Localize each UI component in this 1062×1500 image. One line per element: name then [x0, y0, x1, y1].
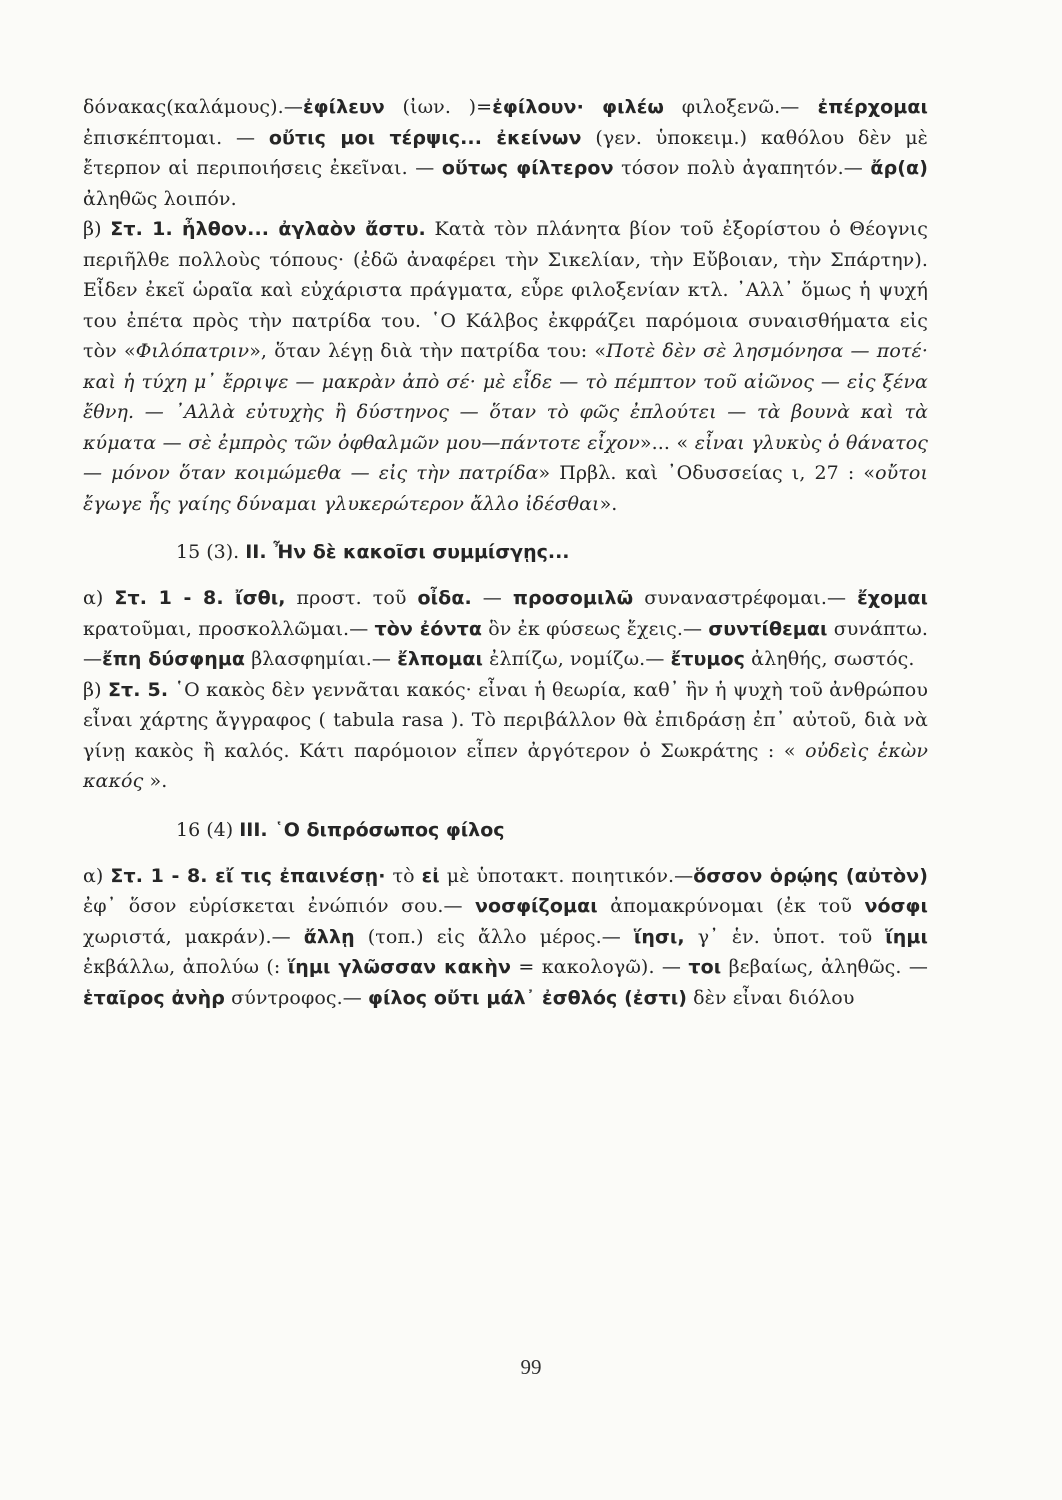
gloss-text: γ᾿ ἑν. ὑποτ. τοῦ — [684, 925, 886, 948]
gloss-text: προστ. τοῦ — [285, 587, 418, 609]
quotation: οὐδεὶς ἑκὼν κακός — [83, 739, 928, 792]
gloss-text: βλασφημίαι.— — [245, 648, 398, 670]
lemma-term: ἄρ(α) — [870, 157, 928, 179]
heading-title: II. Ἦν δὲ κακοῖσι συμμίσγῃς... — [245, 541, 570, 563]
gloss-text: συνάπτω.— — [83, 617, 928, 670]
gloss-text: β) — [83, 678, 108, 701]
gloss-text: μὲ ὑποτακτ. ποιητικόν.— — [439, 864, 694, 887]
gloss-text: α) — [83, 864, 111, 887]
paragraph — [83, 92, 928, 214]
gloss-text: τὸ — [385, 864, 422, 887]
heading-number: 15 (3). — [176, 541, 240, 563]
gloss-text: Κατὰ τὸν πλάνητα βίον τοῦ ἐξορίστου ὁ Θέογνις περιῆλθε πολλοὺς τόπους· (ἐδῶ ἀναφέρει τὴν Σικελίαν, τὴν Εὔβοιαν, τὴν Σπάρτην). Εἶδεν ἐκεῖ ὡραῖα καὶ εὐχάριστα πράγματα, εὗρε φιλοξενίαν κτλ. ᾿Αλλ᾿ ὅμως ἡ ψυχή του ἐπέτα πρὸς τὴν πατρίδα του. ῾Ο Κάλβος ἐκφράζει παρόμοια συναισθήματα εἰς τὸν « — [83, 218, 928, 362]
section-15-body — [83, 583, 928, 797]
section-heading-15 — [83, 537, 928, 567]
lemma-term: συντίθεμαι — [708, 617, 828, 640]
lemma-term: ἔχομαι — [857, 587, 928, 609]
lemma-term: τοι — [688, 956, 722, 978]
gloss-text: ». — [599, 492, 618, 515]
gloss-text: δόνακας(καλάμους).— — [83, 96, 303, 118]
page-number: 99 — [520, 1355, 542, 1379]
quotation: οὔτοι ἔγωγε ἧς γαίης δύναμαι γλυκερώτερον ἄλλο ἰδέσθαι — [83, 462, 928, 515]
lemma-term: ἑταῖρος ἀνὴρ — [83, 986, 226, 1009]
gloss-text: — — [471, 587, 513, 609]
lemma-term: ἵημι — [885, 925, 928, 948]
gloss-text: », ὅταν λέγῃ διὰ τὴν πατρίδα του: « — [249, 340, 607, 362]
gloss-text: ἐπισκέπτομαι. — — [83, 126, 269, 149]
gloss-text: »... « — [639, 431, 689, 454]
lemma-term: ἐφίλευν — [302, 96, 385, 118]
gloss-text: ἀληθῶς λοιπόν. — [83, 187, 237, 210]
gloss-text: β) — [83, 218, 111, 240]
gloss-text: ὃν ἐκ φύσεως ἔχεις.— — [481, 617, 709, 640]
paragraph — [83, 675, 928, 797]
lemma-term: ἔπη δύσφημα — [102, 648, 246, 670]
lemma-term: ἵημι γλῶσσαν κακὴν — [287, 956, 512, 978]
lemma-term: ἐπέρχομαι — [799, 96, 928, 118]
heading-title: III. ῾Ο διπρόσωπος φίλος — [239, 818, 505, 841]
heading-number: 16 (4) — [176, 818, 234, 841]
gloss-text: τόσον πολὺ ἀγαπητόν.— — [613, 157, 871, 179]
quotation: εἶναι γλυκὺς ὁ θάνατος — μόνον ὅταν κοιμώμεθα — εἰς τὴν πατρίδα — [83, 431, 928, 484]
gloss-text: ῾Ο κακὸς δὲν γεννᾶται κακός· εἶναι ἡ θεωρία, καθ᾿ ἣν ἡ ψυχὴ τοῦ ἀνθρώπου εἶναι χάρτης ἄγγραφος ( tabula rasa ). Τὸ περιβάλλον θὰ ἐπιδράσῃ ἐπ᾿ αὐτοῦ, διὰ νὰ γίνῃ κακὸς ἢ καλός. Κάτι παρόμοιον εἶπεν ἀργότερον ὁ Σωκράτης : « — [83, 678, 928, 762]
gloss-text: » Πρβλ. καὶ ᾿Οδυσσείας ι, 27 : « — [538, 462, 876, 484]
lemma-term: Στ. 1 - 8. εἴ τις ἐπαινέσῃ· — [110, 864, 386, 887]
gloss-text: βεβαίως, ἀληθῶς. — — [721, 956, 928, 978]
section-intro — [83, 92, 928, 519]
lemma-term: οὕτως φίλτερον — [441, 157, 614, 179]
lemma-term: Στ. 1 - 8. ἴσθι, — [114, 587, 286, 609]
lemma-term: φίλος οὔτι μάλ᾿ ἐσθλός (ἐστι) — [368, 986, 687, 1009]
lemma-term: οἶδα. — [417, 587, 472, 609]
lemma-term: Στ. 5. — [107, 678, 169, 701]
lemma-term: οὔτις μοι τέρψις... ἐκείνων — [268, 126, 582, 149]
gloss-text: ἀπομακρύνομαι (ἐκ τοῦ — [597, 895, 865, 917]
paragraph — [83, 583, 928, 675]
page-body — [83, 92, 928, 1013]
lemma-term: νοσφίζομαι — [475, 895, 598, 917]
gloss-text: ἐκβάλλω, ἀπολύω (: — [83, 956, 288, 978]
section-16-body — [83, 861, 928, 1014]
gloss-text: (ἰων. )= — [384, 96, 493, 118]
gloss-text: σύντροφος.— — [225, 986, 369, 1009]
lemma-term: ἐφίλουν· φιλέω — [492, 96, 665, 118]
gloss-text: χωριστά, μακράν).— — [83, 925, 304, 948]
gloss-text: = κακολογῶ). — — [511, 956, 689, 978]
gloss-text: συναναστρέφομαι.— — [633, 587, 858, 609]
lemma-term: Στ. 1. ἦλθον... ἀγλαὸν ἄστυ. — [110, 218, 426, 240]
gloss-text: φιλοξενῶ.— — [664, 96, 800, 118]
gloss-text: (τοπ.) εἰς ἄλλο μέρος.— — [354, 925, 634, 948]
lemma-term: νόσφι — [864, 895, 929, 917]
gloss-text: (γεν. ὑποκειμ.) καθόλου δὲν μὲ ἔτερπον αἱ περιποιήσεις ἐκεῖναι. — — [83, 126, 928, 179]
paragraph — [83, 214, 928, 519]
quotation: Φιλόπατριν — [135, 340, 250, 362]
lemma-term: προσομιλῶ — [512, 587, 634, 609]
lemma-term: ὅσσον ὁρῴης (αὐτὸν) — [693, 864, 928, 887]
gloss-text: ἐφ᾿ ὅσον εὑρίσκεται ἐνώπιόν σου.— — [83, 895, 475, 917]
gloss-text: α) — [83, 587, 115, 609]
gloss-text: ἀληθής, σωστός. — [745, 648, 915, 670]
gloss-text: ». — [143, 770, 168, 792]
gloss-text: κρατοῦμαι, προσκολλῶμαι.— — [83, 617, 375, 640]
lemma-term: εἰ — [421, 864, 440, 887]
gloss-text: δὲν εἶναι διόλου — [687, 986, 855, 1009]
lemma-term: ἔλπομαι — [397, 648, 484, 670]
lemma-term: ἔτυμος — [670, 648, 745, 670]
gloss-text: ἐλπίζω, νομίζω.— — [483, 648, 671, 670]
paragraph — [83, 861, 928, 1014]
lemma-term: τὸν ἐόντα — [374, 617, 482, 640]
lemma-term: ἵησι, — [633, 925, 685, 948]
quotation: Ποτὲ δὲν σὲ λησμόνησα — ποτέ· καὶ ἡ τύχη μ᾿ ἔρριψε — μακρὰν ἀπὸ σέ· μὲ εἶδε — τὸ πέμπτον τοῦ αἰῶνος — εἰς ξένα ἔθνη. — ᾿Αλλὰ εὐτυχὴς ἢ δύστηνος — ὅταν τὸ φῶς ἐπλούτει — τὰ βουνὰ καὶ τὰ κύματα — σὲ ἐμπρὸς τῶν ὀφθαλμῶν μου—πάντοτε εἶχον — [83, 340, 928, 454]
lemma-term: ἄλλῃ — [303, 925, 355, 948]
section-heading-16 — [83, 815, 928, 845]
